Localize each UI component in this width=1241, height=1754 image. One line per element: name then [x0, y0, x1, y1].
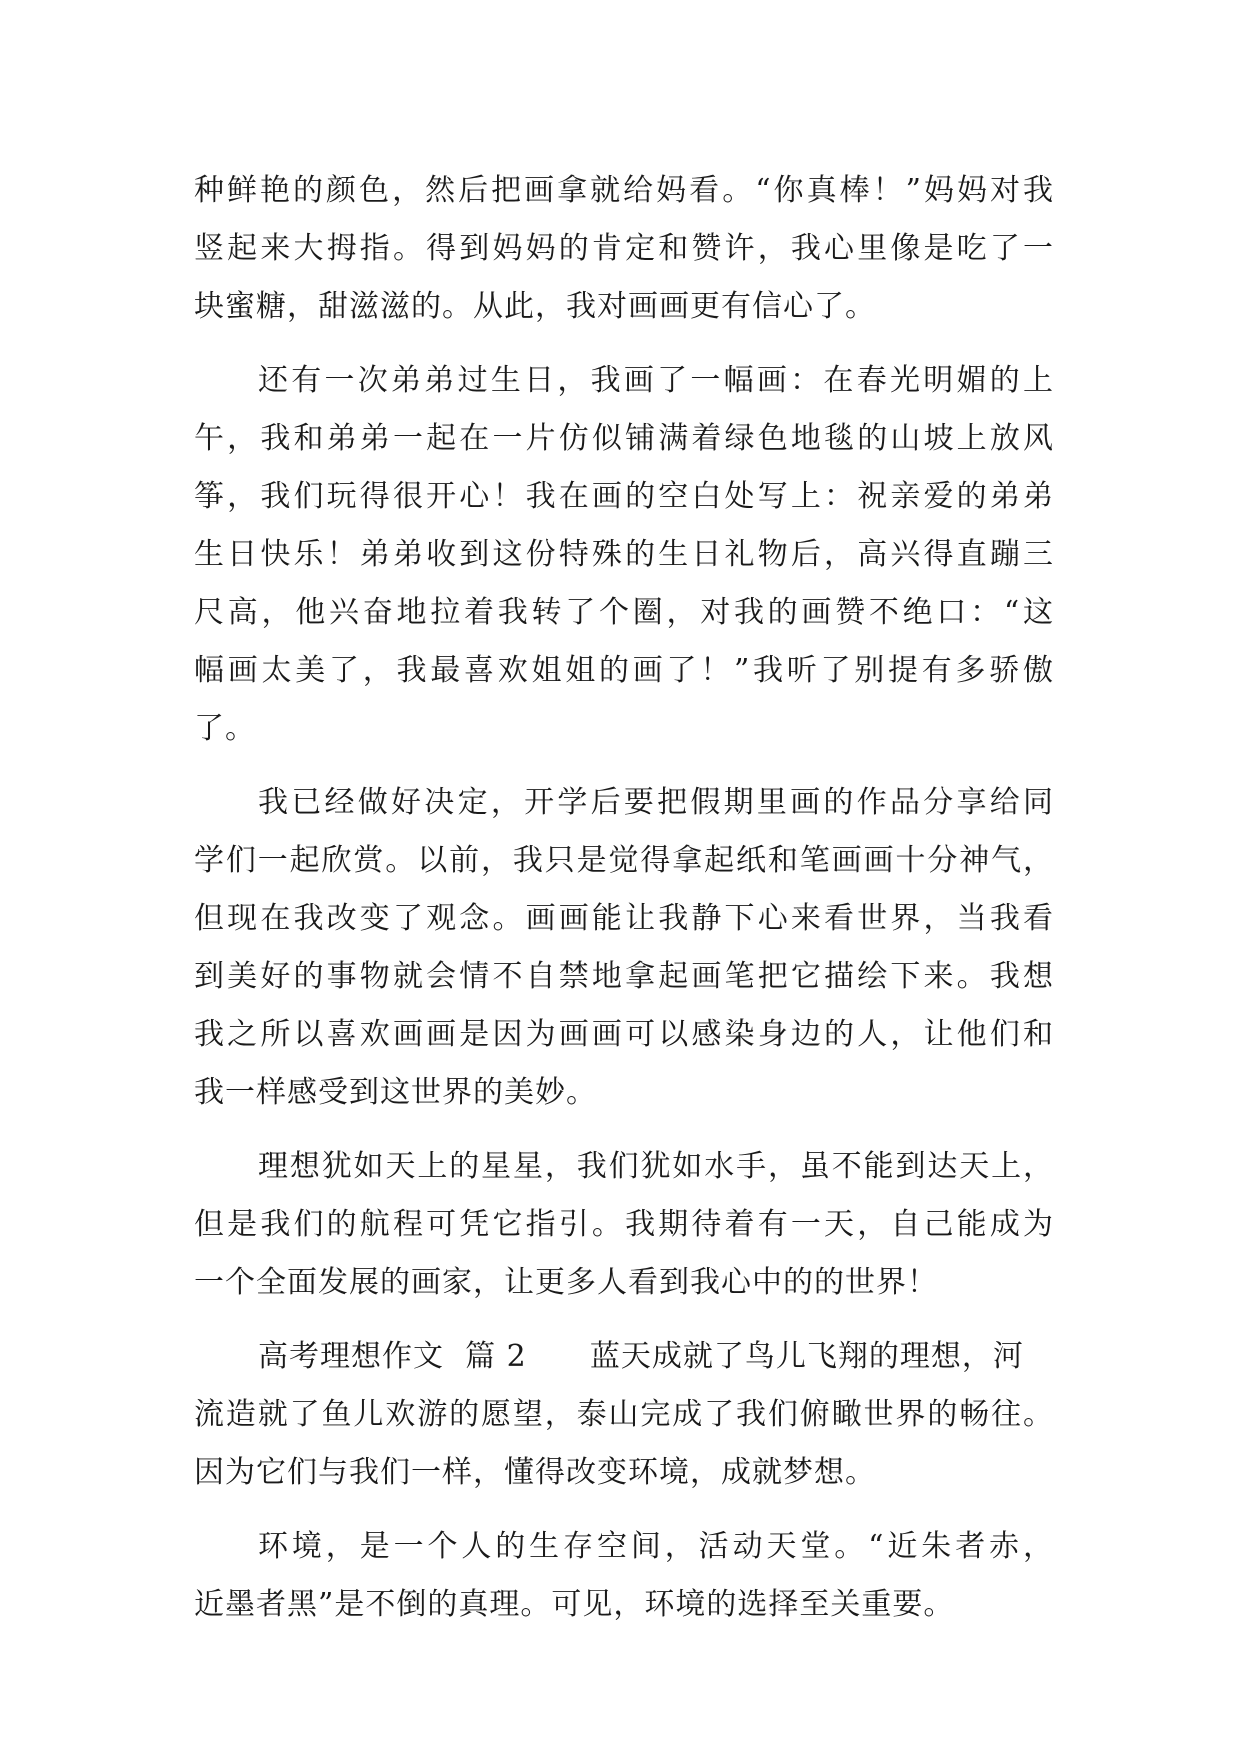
- text-line: 了。: [194, 711, 256, 746]
- text-line: 我已经做好决定，开学后要把假期里画的作品分享给同: [258, 785, 1054, 820]
- text-line: 尺高，他兴奋地拉着我转了个圈，对我的画赞不绝口：“这: [194, 595, 1054, 630]
- text-line: 种鲜艳的颜色，然后把画拿就给妈看。“你真棒！”妈妈对我: [194, 173, 1054, 208]
- text-line: 学们一起欣赏。以前，我只是觉得拿起纸和笔画画十分神气，: [194, 843, 1054, 878]
- text-line: 一个全面发展的画家，让更多人看到我心中的的世界！: [194, 1265, 938, 1300]
- paragraph: [194, 1328, 1054, 1502]
- text-line: 环境，是一个人的生存空间，活动天堂。“近朱者赤，: [258, 1529, 1054, 1564]
- text-line: 流造就了鱼儿欢游的愿望，泰山完成了我们俯瞰世界的畅往。: [194, 1397, 1054, 1432]
- text-line: 到美好的事物就会情不自禁地拿起画笔把它描绘下来。我想: [194, 959, 1054, 994]
- text-line: 我之所以喜欢画画是因为画画可以感染身边的人，让他们和: [194, 1017, 1054, 1052]
- text-line: 块蜜糖，甜滋滋的。从此，我对画画更有信心了。: [194, 289, 876, 324]
- text-line: 因为它们与我们一样，懂得改变环境，成就梦想。: [194, 1455, 876, 1490]
- paragraph-spacing: [194, 1312, 1054, 1328]
- text-line: 但是我们的航程可凭它指引。我期待着有一天，自己能成为: [194, 1207, 1054, 1242]
- paragraph: [194, 774, 1054, 1122]
- document-body: [194, 162, 1054, 1634]
- paragraph: [194, 1138, 1054, 1312]
- text-line: 生日快乐！弟弟收到这份特殊的生日礼物后，高兴得直蹦三: [194, 537, 1054, 572]
- text-line: 午，我和弟弟一起在一片仿似铺满着绿色地毯的山坡上放风: [194, 421, 1054, 456]
- paragraph: [194, 352, 1054, 758]
- text-line: 竖起来大拇指。得到妈妈的肯定和赞许，我心里像是吃了一: [194, 231, 1054, 266]
- text-line: 理想犹如天上的星星，我们犹如水手，虽不能到达天上，: [258, 1149, 1054, 1184]
- paragraph-spacing: [194, 336, 1054, 352]
- text-line: 还有一次弟弟过生日，我画了一幅画：在春光明媚的上: [258, 363, 1054, 398]
- text-line: 高考理想作文 篇 2 蓝天成就了鸟儿飞翔的理想，河: [258, 1339, 1024, 1374]
- paragraph-spacing: [194, 1502, 1054, 1518]
- paragraph-spacing: [194, 1122, 1054, 1138]
- text-line: 我一样感受到这世界的美妙。: [194, 1075, 597, 1110]
- paragraph: [194, 1518, 1054, 1634]
- text-line: 近墨者黑”是不倒的真理。可见，环境的选择至关重要。: [194, 1587, 955, 1622]
- text-line: 筝，我们玩得很开心！我在画的空白处写上：祝亲爱的弟弟: [194, 479, 1054, 514]
- paragraph-spacing: [194, 758, 1054, 774]
- paragraph: [194, 162, 1054, 336]
- text-line: 幅画太美了，我最喜欢姐姐的画了！”我听了别提有多骄傲: [194, 653, 1054, 688]
- text-line: 但现在我改变了观念。画画能让我静下心来看世界，当我看: [194, 901, 1054, 936]
